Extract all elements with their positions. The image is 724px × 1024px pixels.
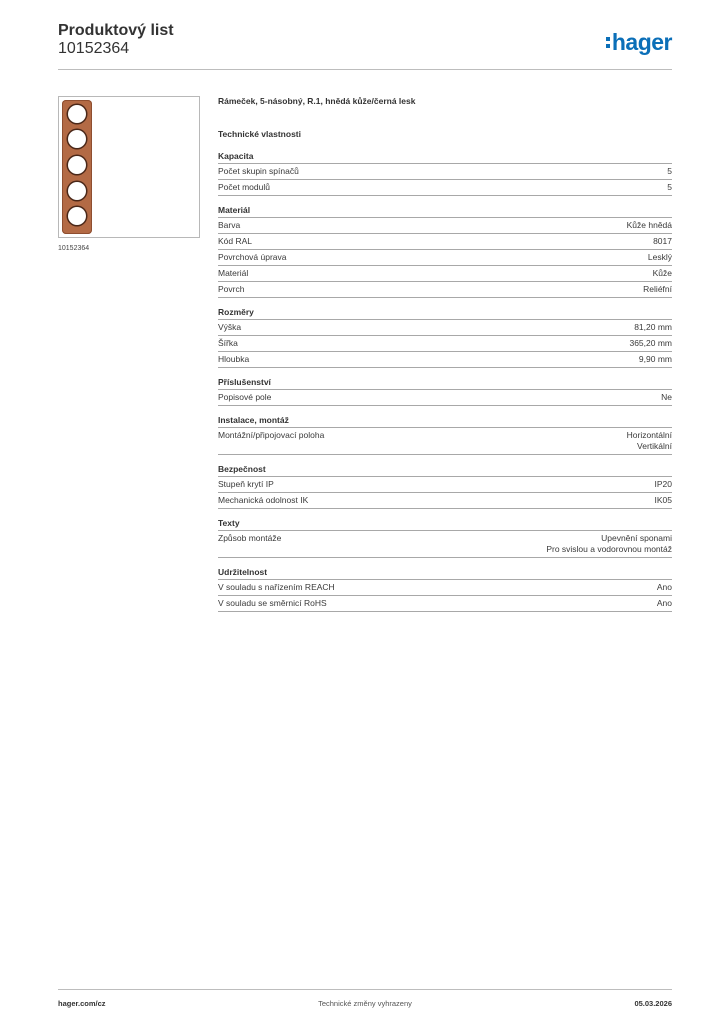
spec-row [218,596,672,612]
spec-value-line: Reliéfní [643,284,672,294]
spec-row [218,250,672,266]
spec-value-line: Upevnění sponami [601,533,672,543]
spec-value-line: Lesklý [647,252,672,262]
frame-opening-icon [68,156,86,174]
spec-value-line: 8017 [653,236,672,246]
spec-label: Barva [218,220,241,230]
spec-value [655,479,673,490]
spec-row [218,164,672,180]
spec-group [218,464,672,509]
spec-value-line: Ano [656,598,672,608]
document-number: 10152364 [58,40,130,57]
spec-groups [218,151,672,612]
spec-value-line: Kůže hnědá [626,220,672,230]
spec-value [627,430,672,452]
footer-divider [58,989,672,990]
spec-value-line: 365,20 mm [629,338,672,348]
spec-label: V souladu se směrnicí RoHS [218,598,327,608]
frame-opening-icon [68,207,86,225]
spec-value [657,598,672,609]
spec-label: Montážní/připojovací poloha [218,430,325,440]
page-footer [58,999,672,1011]
spec-group [218,518,672,558]
spec-label: Šířka [218,338,238,348]
spec-value-line: 9,90 mm [638,354,672,364]
spec-label: Způsob montáže [218,533,282,543]
logo-dots-icon [606,37,610,48]
spec-value [546,533,672,555]
hager-logo[interactable] [606,29,672,55]
spec-value [657,582,672,593]
spec-group [218,377,672,406]
spec-value [653,268,672,279]
spec-group [218,205,672,298]
spec-value-line: 5 [667,182,672,192]
spec-value-line: Kůže [652,268,672,278]
spec-row [218,282,672,298]
spec-row [218,428,672,455]
spec-row [218,531,672,558]
spec-row [218,580,672,596]
logo-text: hager [611,29,672,55]
spec-value-line: Vertikální [637,441,672,451]
spec-value-line: 81,20 mm [634,322,672,332]
footer-website-link[interactable]: hager.com/cz [58,999,106,1008]
spec-row [218,180,672,196]
frame-opening-icon [68,130,86,148]
spec-group-title: Texty [218,518,672,531]
spec-label: Kód RAL [218,236,253,246]
spec-group [218,307,672,368]
spec-label: Popisové pole [218,392,272,402]
spec-label: Povrchová úprava [218,252,287,262]
frame-opening-icon [68,105,86,123]
spec-value [643,284,672,295]
spec-value-line: Ne [661,392,672,402]
spec-label: Počet skupin spínačů [218,166,299,176]
spec-group [218,415,672,455]
spec-value [667,182,672,193]
spec-label: Stupeň krytí IP [218,479,274,489]
spec-label: Materiál [218,268,249,278]
frame-illustration-icon [62,100,92,234]
product-name: Rámeček, 5-násobný, R.1, hnědá kůže/černá lesk [218,96,416,106]
spec-value [639,354,672,365]
spec-value [648,252,672,263]
spec-group-title: Materiál [218,205,672,218]
spec-row [218,477,672,493]
spec-row [218,352,672,368]
spec-value-line: Horizontální [626,430,672,440]
spec-value [627,220,672,231]
page-header [58,20,672,68]
product-image [58,96,200,238]
spec-label: V souladu s nařízením REACH [218,582,335,592]
spec-label: Hloubka [218,354,250,364]
spec-label: Počet modulů [218,182,270,192]
spec-label: Výška [218,322,242,332]
spec-value-line: Ano [656,582,672,592]
spec-row [218,320,672,336]
spec-value [661,392,672,403]
spec-value-line: Pro svislou a vodorovnou montáž [546,544,672,554]
spec-group-title: Instalace, montáž [218,415,672,428]
spec-row [218,266,672,282]
spec-group [218,151,672,196]
spec-value [629,338,672,349]
spec-group-title: Bezpečnost [218,464,672,477]
spec-row [218,218,672,234]
frame-opening-icon [68,182,86,200]
spec-group-title: Rozměry [218,307,672,320]
spec-row [218,234,672,250]
spec-value-line: IP20 [654,479,672,489]
spec-value [655,495,673,506]
spec-value [667,166,672,177]
footer-date: 05.03.2026 [634,999,672,1008]
document-title: Produktový list [58,22,174,39]
specification-content [218,96,672,621]
spec-value-line: 5 [667,166,672,176]
spec-row [218,493,672,509]
header-divider [58,69,672,70]
spec-label: Povrch [218,284,245,294]
spec-value-line: IK05 [654,495,672,505]
spec-value [634,322,672,333]
spec-group-title: Příslušenství [218,377,672,390]
spec-row [218,390,672,406]
section-heading: Technické vlastnosti [218,129,301,139]
spec-group [218,567,672,612]
spec-group-title: Udržitelnost [218,567,672,580]
spec-label: Mechanická odolnost IK [218,495,309,505]
footer-notice: Technické změny vyhrazeny [318,999,412,1008]
image-caption: 10152364 [58,245,90,252]
spec-value [653,236,672,247]
spec-row [218,336,672,352]
spec-group-title: Kapacita [218,151,672,164]
